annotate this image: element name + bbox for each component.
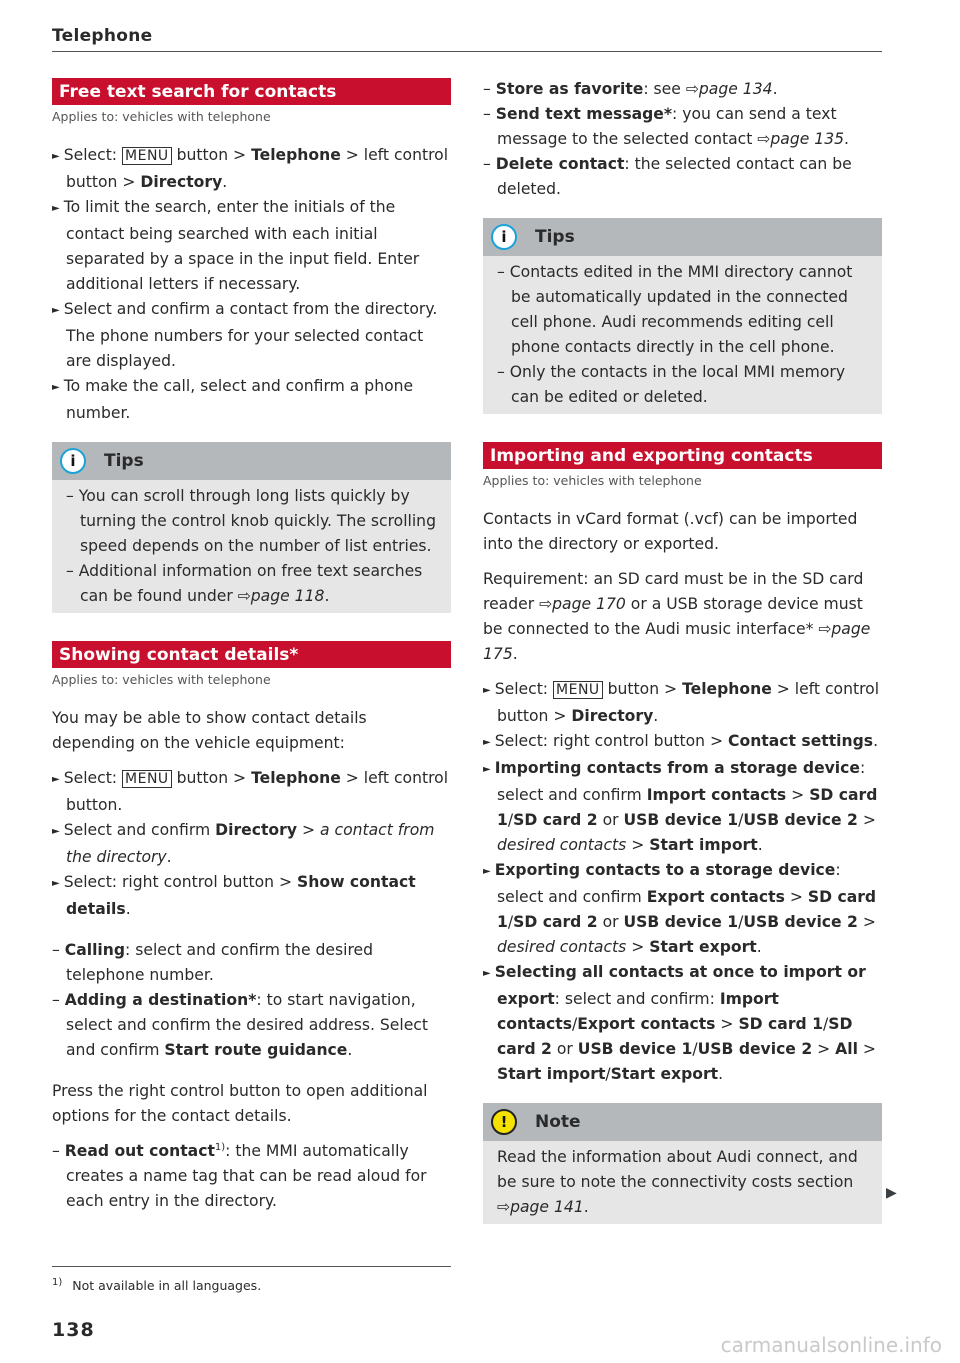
- text-segment: Start import: [497, 1065, 606, 1083]
- text-segment: page 118: [250, 587, 325, 605]
- applies-to-note: Applies to: vehicles with telephone: [52, 109, 271, 124]
- text-segment: Delete contact: [495, 155, 625, 173]
- text-segment: Directory: [140, 173, 223, 191]
- text-segment: /: [572, 1015, 578, 1033]
- text-segment: .: [772, 80, 778, 98]
- note-box: [483, 1103, 882, 1224]
- paragraph: [483, 507, 882, 557]
- text-segment: page 170: [552, 595, 626, 613]
- text-segment: .: [583, 1198, 589, 1216]
- text-segment: USB device 2: [743, 913, 858, 931]
- text-segment: SD card 2: [497, 1015, 853, 1058]
- text-segment: .: [347, 1041, 353, 1059]
- text-segment: /: [738, 811, 744, 829]
- text-segment: Requirement: an SD card must be in the SD card reader: [483, 570, 864, 613]
- text-segment: Select:: [63, 146, 123, 164]
- text-segment: Exporting contacts to a storage device: [494, 861, 836, 879]
- arrow-right-icon: ⇨: [757, 130, 771, 148]
- text-segment: You may be able to show contact details depending on the vehicle equipment:: [52, 709, 367, 752]
- text-segment: USB device 1: [577, 1040, 693, 1058]
- text-segment: To limit the search, enter the initials of the contact being searched with each initial separated by a space in the input field. Enter additional letters if necessary.: [63, 198, 420, 293]
- text-segment: SD card 2: [513, 913, 598, 931]
- text-segment: Calling: [64, 941, 126, 959]
- text-segment: /: [692, 1040, 698, 1058]
- text-segment: Select and confirm: [63, 821, 216, 839]
- instruction-step: [483, 677, 882, 729]
- text-segment: >: [715, 1015, 739, 1033]
- text-segment: USB device 2: [697, 1040, 813, 1058]
- text-segment: >: [812, 1040, 836, 1058]
- text-segment: > left control button >: [497, 680, 880, 725]
- tips-header: [483, 218, 882, 256]
- instruction-step: [483, 960, 882, 1087]
- text-segment: .: [512, 645, 518, 663]
- instruction-step: [483, 729, 882, 756]
- text-segment: Additional information on free text searches can be found under: [78, 562, 423, 605]
- text-segment: .: [844, 130, 850, 148]
- tips-body: [483, 256, 882, 414]
- text-segment: : see: [643, 80, 686, 98]
- text-segment: Directory: [215, 821, 297, 839]
- section-heading: Showing contact details*: [52, 641, 451, 668]
- text-segment: /: [822, 1015, 829, 1033]
- text-segment: .: [756, 938, 762, 956]
- text-segment: Export contacts: [577, 1015, 716, 1033]
- text-segment: or a USB storage device must be connected to the Audi music interface*: [483, 595, 863, 638]
- text-segment: You can scroll through long lists quickly by turning the control knob quickly. The scrolling speed depends on the number of list entries.: [78, 487, 436, 555]
- text-segment: Show contact details: [66, 873, 416, 918]
- menu-button-label: MENU: [122, 147, 172, 165]
- text-segment: Contact settings: [728, 732, 874, 750]
- text-segment: /: [738, 913, 744, 931]
- text-segment: : select and confirm: [497, 861, 841, 906]
- text-segment: >: [857, 913, 876, 931]
- text-segment: SD card 1: [497, 888, 877, 931]
- list-item: [52, 1139, 451, 1214]
- text-segment: or: [551, 1040, 578, 1058]
- arrow-right-icon: ⇨: [539, 595, 553, 613]
- play-triangle-icon: ▶: [886, 1185, 897, 1201]
- tips-box: [52, 442, 451, 613]
- text-segment: Select: right control button >: [63, 873, 298, 891]
- note-body: [483, 1141, 882, 1224]
- footnote-text: Not available in all languages.: [72, 1278, 262, 1293]
- text-segment: Send text message*: [495, 105, 673, 123]
- info-icon: i: [491, 224, 517, 250]
- text-segment: desired contacts: [497, 836, 627, 854]
- tips-box: [483, 218, 882, 414]
- instruction-step: [483, 756, 882, 858]
- instruction-step: [52, 297, 451, 374]
- text-segment: .: [125, 900, 131, 918]
- text-segment: Start export: [649, 938, 757, 956]
- text-segment: : the selected contact can be deleted.: [497, 155, 852, 198]
- applies-to-note: Applies to: vehicles with telephone: [52, 672, 271, 687]
- text-segment: Start import: [649, 836, 758, 854]
- footnote-ref: 1): [214, 1141, 226, 1153]
- instruction-step: [52, 766, 451, 818]
- text-segment: Telephone: [682, 680, 772, 698]
- menu-button-label: MENU: [553, 681, 603, 699]
- instruction-step: [52, 374, 451, 426]
- section-heading: Free text search for contacts: [52, 78, 451, 105]
- tips-title: Tips: [104, 450, 144, 471]
- text-segment: Select and confirm a contact from the directory. The phone numbers for your selected contact are displayed.: [63, 300, 438, 370]
- text-segment: Importing contacts from a storage device: [494, 759, 860, 777]
- text-segment: : the MMI automatically creates a name tag that can be read aloud for each entry in the directory.: [66, 1142, 427, 1210]
- spacer: [52, 1063, 451, 1079]
- text-segment: .: [653, 707, 659, 725]
- text-segment: Select:: [494, 680, 554, 698]
- footnote-mark: 1): [52, 1276, 63, 1288]
- list-item: [483, 102, 882, 152]
- header-divider: [52, 51, 882, 52]
- text-segment: .: [324, 587, 330, 605]
- text-segment: Store as favorite: [495, 80, 644, 98]
- list-item: [52, 938, 451, 988]
- instruction-step: [52, 143, 451, 195]
- text-segment: SD card 1: [497, 786, 878, 829]
- arrow-right-icon: ⇨: [237, 587, 251, 605]
- tip-item: [497, 260, 868, 360]
- right-column: [483, 77, 882, 1252]
- text-segment: button >: [171, 769, 252, 787]
- text-segment: Only the contacts in the local MMI memory can be edited or deleted.: [509, 363, 846, 406]
- note-title: Note: [535, 1111, 581, 1132]
- text-segment: Start export: [610, 1065, 719, 1083]
- text-segment: Telephone: [251, 146, 341, 164]
- text-segment: or: [597, 811, 624, 829]
- text-segment: USB device 1: [623, 913, 739, 931]
- text-segment: >: [626, 938, 650, 956]
- text-segment: .: [873, 732, 879, 750]
- text-segment: a contact from the directory: [66, 821, 435, 866]
- arrow-right-icon: ⇨: [818, 620, 832, 638]
- text-segment: or: [597, 913, 624, 931]
- text-segment: SD card 2: [513, 811, 598, 829]
- text-segment: /: [605, 1065, 611, 1083]
- text-segment: Read the information about Audi connect, and be sure to note the connectivity costs section: [497, 1148, 858, 1191]
- menu-button-label: MENU: [122, 770, 172, 788]
- info-icon: i: [60, 448, 86, 474]
- text-segment: Select:: [63, 769, 123, 787]
- section-heading: Importing and exporting contacts: [483, 442, 882, 469]
- text-segment: : you can send a text message to the selected contact: [497, 105, 837, 148]
- text-segment: button >: [171, 146, 252, 164]
- text-segment: : select and confirm:: [554, 990, 720, 1008]
- text-segment: : select and confirm: [497, 759, 866, 804]
- text-segment: >: [786, 786, 810, 804]
- text-segment: /: [507, 811, 514, 829]
- tips-body: [52, 480, 451, 613]
- page-number: 138: [52, 1319, 95, 1341]
- text-segment: /: [507, 913, 514, 931]
- text-segment: SD card 1: [738, 1015, 823, 1033]
- tip-item: [497, 360, 868, 410]
- text-segment: All: [835, 1040, 858, 1058]
- list-item: [483, 152, 882, 202]
- text-segment: .: [222, 173, 228, 191]
- tips-title: Tips: [535, 226, 575, 247]
- left-column: [52, 78, 451, 1214]
- text-segment: Start route guidance: [164, 1041, 348, 1059]
- spacer: [52, 922, 451, 938]
- paragraph: [52, 1079, 451, 1129]
- instruction-step: [52, 818, 451, 870]
- exclamation-icon: !: [491, 1109, 517, 1135]
- text-segment: Import contacts: [646, 786, 787, 804]
- tips-header: [52, 442, 451, 480]
- text-segment: : to start navigation, select and confirm the desired address. Select and confirm: [66, 991, 428, 1059]
- text-segment: Export contacts: [646, 888, 785, 906]
- text-segment: Directory: [571, 707, 654, 725]
- applies-to-note: Applies to: vehicles with telephone: [483, 473, 702, 488]
- text-segment: > left control button >: [66, 146, 449, 191]
- text-segment: Adding a destination*: [64, 991, 257, 1009]
- text-segment: >: [857, 1040, 876, 1058]
- list-item: [52, 988, 451, 1063]
- list-item: [483, 77, 882, 102]
- text-segment: page 135: [770, 130, 845, 148]
- text-segment: : select and confirm the desired telephone number.: [66, 941, 374, 984]
- text-segment: >: [784, 888, 808, 906]
- text-segment: .: [718, 1065, 724, 1083]
- text-segment: USB device 1: [623, 811, 739, 829]
- text-segment: Select: right control button >: [494, 732, 729, 750]
- text-segment: desired contacts: [497, 938, 627, 956]
- text-segment: page 141: [510, 1198, 584, 1216]
- text-segment: >: [626, 836, 650, 854]
- tip-item: [66, 484, 437, 559]
- text-segment: page 175: [483, 620, 871, 663]
- paragraph: [483, 567, 882, 667]
- instruction-step: [52, 195, 451, 297]
- text-segment: button >: [602, 680, 683, 698]
- text-segment: Selecting all contacts at once to import or export: [494, 963, 866, 1008]
- text-segment: .: [757, 836, 763, 854]
- text-segment: Press the right control button to open additional options for the contact details.: [52, 1082, 428, 1125]
- text-segment: Contacts in vCard format (.vcf) can be imported into the directory or exported.: [483, 510, 858, 553]
- watermark: carmanualsonline.info: [720, 1333, 942, 1357]
- arrow-right-icon: ⇨: [685, 80, 699, 98]
- footnote: [52, 1278, 261, 1293]
- note-text: [497, 1145, 868, 1220]
- instruction-step: [483, 858, 882, 960]
- running-header: Telephone: [52, 26, 153, 46]
- note-header: [483, 1103, 882, 1141]
- text-segment: Contacts edited in the MMI directory cannot be automatically updated in the connected cell phone. Audi recommends editing cell phone contacts directly in the cell phone.: [509, 263, 853, 356]
- instruction-step: [52, 870, 451, 922]
- text-segment: Import contacts: [497, 990, 779, 1033]
- text-segment: Read out contact: [64, 1142, 215, 1160]
- text-segment: .: [166, 848, 172, 866]
- text-segment: >: [297, 821, 320, 839]
- arrow-right-icon: ⇨: [497, 1198, 511, 1216]
- text-segment: page 134: [698, 80, 773, 98]
- text-segment: > left control button.: [66, 769, 449, 814]
- text-segment: >: [857, 811, 876, 829]
- footnote-divider: [52, 1266, 451, 1267]
- paragraph: [52, 706, 451, 756]
- tip-item: [66, 559, 437, 609]
- text-segment: To make the call, select and confirm a phone number.: [63, 377, 414, 422]
- text-segment: USB device 2: [743, 811, 858, 829]
- text-segment: Telephone: [251, 769, 341, 787]
